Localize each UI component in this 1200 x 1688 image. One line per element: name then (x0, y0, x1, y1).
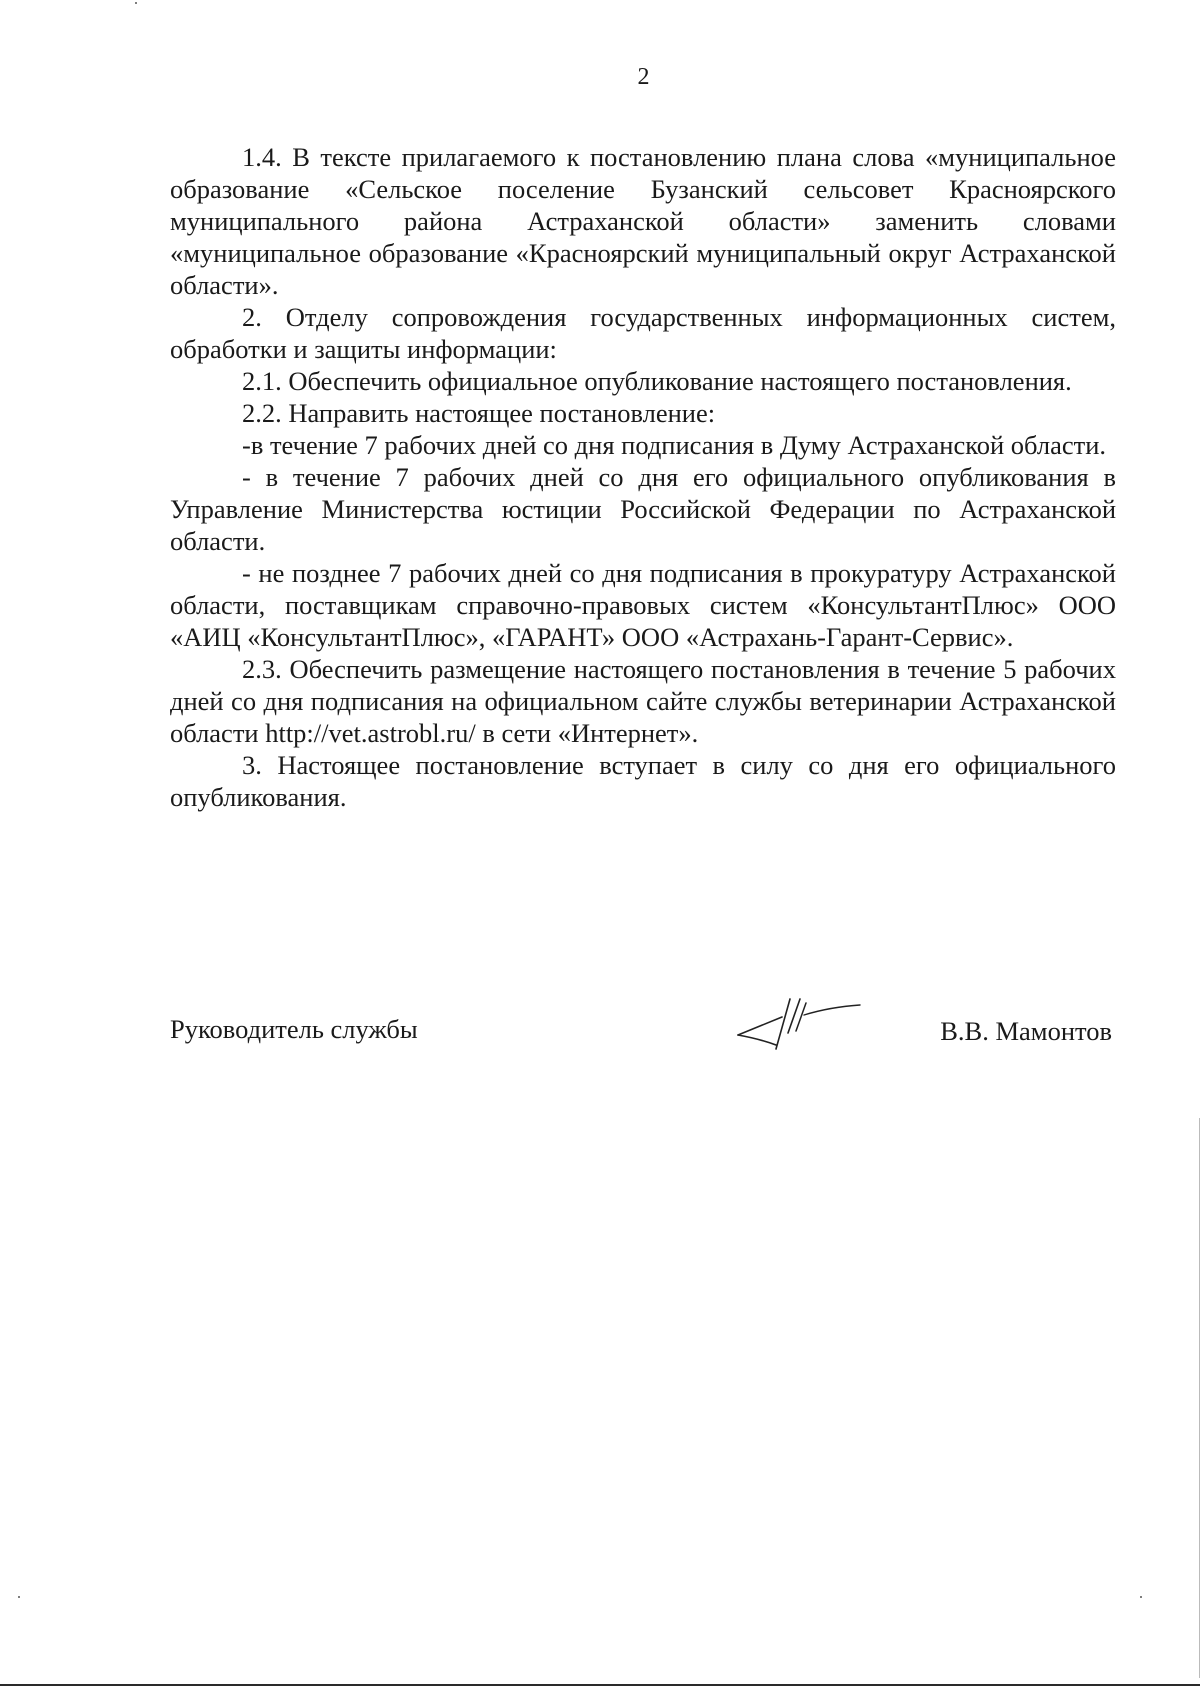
paragraph-duma: -в течение 7 рабочих дней со дня подписания в Думу Астраханской области. (242, 430, 1107, 460)
paragraph-2-3: 2.3. Обеспечить размещение настоящего постановления в течение 5 рабочих дней со дня подписания на официальном сайте службы ветеринарии Астраханской области http://vet.astrobl.ru/ в сети «Интернет». (170, 654, 1116, 748)
scan-speck (1140, 1596, 1142, 1598)
paragraph-2-2: 2.2. Направить настоящее постановление: (242, 398, 716, 428)
scan-speck (135, 2, 137, 4)
scan-bottom-border (0, 1684, 1200, 1686)
scan-speck (18, 1596, 20, 1598)
signatory-name: В.В. Мамонтов (940, 1016, 1112, 1046)
document-body (170, 141, 1116, 813)
handwritten-signature (730, 993, 870, 1063)
signatory-position: Руководитель службы (170, 1014, 418, 1044)
signature-block (170, 1005, 1116, 1065)
paragraph-2-1: 2.1. Обеспечить официальное опубликование настоящего постановления. (242, 366, 1072, 396)
page-number: 2 (637, 64, 650, 90)
paragraph-1-4: 1.4. В тексте прилагаемого к постановлению плана слова «муниципальное образование «Сельское поселение Бузанский сельсовет Красноярского муниципального района Астраханской области» заменить словами «муниципальное образование «Красноярский муниципальный округ Астраханской области». (170, 142, 1116, 300)
paragraph-prosecutor: - не позднее 7 рабочих дней со дня подписания в прокуратуру Астраханской области, поставщикам справочно-правовых систем «КонсультантПлюс» ООО «АИЦ «КонсультантПлюс», «ГАРАНТ» ООО «Астрахань-Гарант-Сервис». (170, 558, 1116, 652)
paragraph-2: 2. Отделу сопровождения государственных информационных систем, обработки и защиты информации: (170, 302, 1116, 364)
paragraph-justice-ministry: - в течение 7 рабочих дней со дня его официального опубликования в Управление Министерства юстиции Российской Федерации по Астраханской области. (170, 462, 1116, 556)
paragraph-3: 3. Настоящее постановление вступает в силу со дня его официального опубликования. (170, 750, 1116, 812)
